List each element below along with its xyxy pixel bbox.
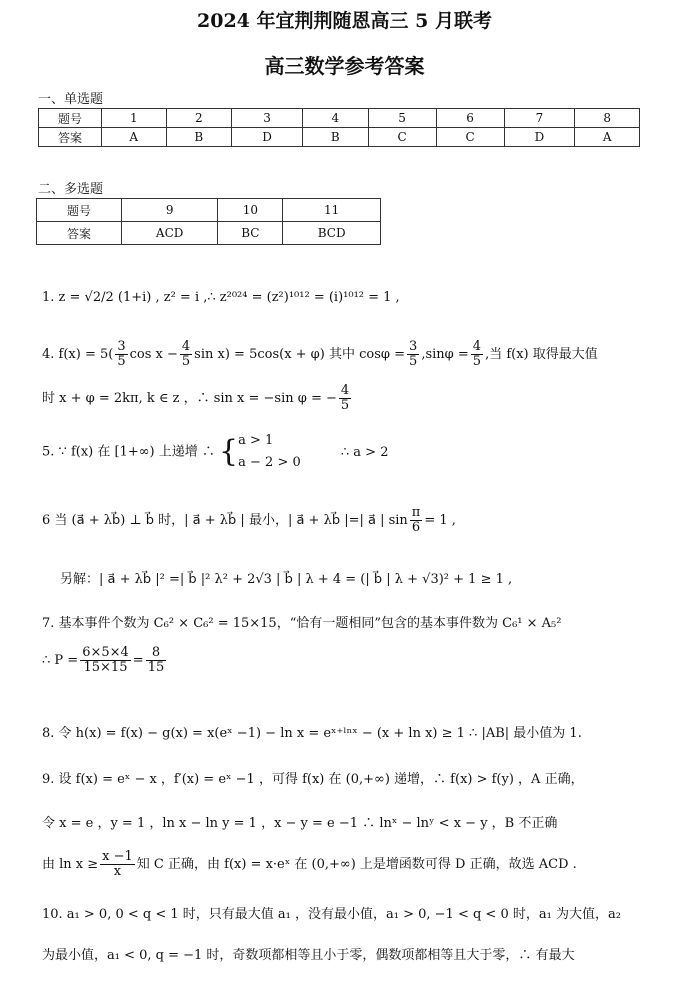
table-row	[39, 128, 640, 147]
fraction	[180, 340, 192, 369]
row-label: 答案	[39, 128, 102, 147]
text-segment: sin x) = 5cos(x + φ) 其中 cosφ =	[194, 347, 406, 362]
fraction-numerator: 6×5×4	[82, 645, 129, 660]
question-number: 1	[102, 109, 167, 128]
answer-cell: BC	[218, 222, 283, 245]
fraction-numerator: π	[411, 505, 421, 520]
answer-cell: B	[303, 128, 369, 147]
answer-key-title: 高三数学参考答案	[264, 54, 425, 78]
fraction	[339, 384, 351, 413]
text-segment: cos x −	[129, 347, 178, 362]
question-number: 11	[283, 199, 381, 222]
fraction	[80, 646, 131, 675]
text-segment: 5. ∵ f(x) 在 [1+∞) 上递增 ∴	[42, 444, 215, 460]
answer-cell: BCD	[283, 222, 381, 245]
fraction-denominator: 5	[117, 354, 126, 369]
question-number: 6	[436, 109, 504, 128]
fraction	[146, 646, 167, 675]
row-label: 题号	[37, 199, 122, 222]
multi-choice-answer-table	[36, 198, 381, 245]
table-row	[37, 222, 381, 245]
text-segment: = 1 ,	[424, 513, 456, 528]
answer-cell: C	[368, 128, 436, 147]
question-number: 4	[303, 109, 369, 128]
table-row	[37, 199, 381, 222]
answer-cell: D	[232, 128, 303, 147]
fraction-denominator: 5	[409, 354, 418, 369]
answer-cell: ACD	[122, 222, 218, 245]
solution-7-line-1: 7. 基本事件个数为 C₆² × C₆² = 15×15，“恰有一题相同”包含的基本事件数为 C₆¹ × A₅²	[42, 616, 562, 631]
fraction-denominator: 5	[472, 354, 482, 369]
answer-cell: B	[166, 128, 232, 147]
fraction-numerator: 4	[181, 339, 191, 354]
answer-cell: A	[575, 128, 640, 147]
fraction-denominator: x	[113, 864, 122, 879]
fraction-denominator: 15×15	[83, 660, 128, 675]
text-segment: 时 x + φ = 2kπ, k ∈ z ，∴ sin x = −sin φ = −	[42, 391, 337, 406]
case-system	[238, 430, 301, 474]
fraction-numerator: x −1	[102, 849, 133, 864]
solution-4-line-1	[42, 340, 598, 369]
solution-10-line-1: 10. a₁ > 0, 0 < q < 1 时，只有最大值 a₁ ，没有最小值，a₁ > 0, −1 < q < 0 时，a₁ 为大值，a₂	[42, 907, 621, 922]
fraction-numerator: 3	[409, 339, 418, 354]
solution-8: 8. 令 h(x) = f(x) − g(x) = x(eˣ −1) − ln x = eˣ⁺ˡⁿˣ − (x + ln x) ≥ 1 ∴ |AB| 最小值为 1.	[42, 726, 582, 741]
solution-10-line-2: 为最小值，a₁ < 0, q = −1 时，奇数项都相等且小于零，偶数项都相等且大于零，∴ 有最大	[42, 948, 575, 963]
case-condition: a > 1	[238, 433, 274, 448]
solution-9-line-2: 令 x = e ，y = 1 ，ln x − ln y = 1 ，x − y = e −1 ∴ lnˣ − lnʸ < x − y ，B 不正确	[42, 816, 558, 831]
solution-4-line-2	[42, 384, 353, 413]
text-segment: 知 C 正确，由 f(x) = x·eˣ 在 (0,+∞) 上是增函数可得 D 正确，故选 ACD .	[136, 857, 577, 872]
question-number: 7	[504, 109, 575, 128]
case-condition: a − 2 > 0	[238, 455, 301, 470]
fraction-denominator: 15	[147, 660, 165, 675]
solution-7-line-2	[42, 646, 168, 675]
fraction	[407, 340, 419, 369]
text-segment: ,sinφ =	[421, 347, 469, 362]
text-segment: ∴ a > 2	[340, 444, 389, 460]
single-choice-answer-table	[38, 108, 640, 147]
text-segment: 4. f(x) = 5(	[42, 347, 114, 362]
row-label: 题号	[39, 109, 102, 128]
fraction	[471, 340, 483, 369]
answer-cell: D	[504, 128, 575, 147]
solution-9-line-1: 9. 设 f(x) = eˣ − x ，f′(x) = eˣ −1 ，可得 f(x) 在 (0,+∞) 递增，∴ f(x) > f(y) ，A 正确，	[42, 772, 584, 787]
fraction-numerator: 4	[472, 339, 482, 354]
text-segment: 6 当 (a⃗ + λb⃗) ⊥ b⃗ 时，| a⃗ + λb⃗ | 最小，| a⃗ + λb⃗ |=| a⃗ | sin	[42, 513, 408, 528]
fraction-numerator: 8	[146, 646, 167, 661]
text-segment: ∴ P =	[42, 653, 79, 668]
solution-9-line-3	[42, 850, 577, 879]
fraction-numerator: 4	[340, 383, 350, 398]
fraction-denominator: 5	[340, 398, 350, 413]
text-segment: =	[132, 653, 144, 668]
question-number: 10	[218, 199, 283, 222]
solution-5	[42, 430, 388, 474]
fraction	[100, 850, 135, 879]
solution-6-alternative: 另解：| a⃗ + λb⃗ |² =| b⃗ |² λ² + 2√3 | b⃗ | λ + 4 = (| b⃗ | λ + √3)² + 1 ≥ 1 ,	[60, 572, 513, 587]
question-number: 2	[166, 109, 232, 128]
fraction-denominator: 5	[181, 354, 191, 369]
fraction	[115, 340, 127, 369]
question-number: 5	[368, 109, 436, 128]
single-choice-section-label: 一、单选题	[38, 92, 104, 107]
question-number: 3	[232, 109, 303, 128]
answer-cell: A	[102, 128, 167, 147]
question-number: 8	[575, 109, 640, 128]
question-number: 9	[122, 199, 218, 222]
answer-cell: C	[436, 128, 504, 147]
brace-icon: {	[219, 434, 239, 469]
text-segment: ,当 f(x) 取得最大值	[485, 347, 598, 362]
multi-choice-section-label: 二、多选题	[38, 182, 104, 197]
text-segment: 由 ln x ≥	[42, 857, 99, 872]
row-label: 答案	[37, 222, 122, 245]
solution-6	[42, 506, 456, 535]
fraction-numerator: 3	[117, 339, 126, 354]
exam-title: 2024 年宜荆荆随恩高三 5 月联考	[197, 10, 492, 32]
table-row	[39, 109, 640, 128]
fraction-denominator: 6	[411, 520, 421, 535]
solution-1: 1. z = √2/2 (1+i) , z² = i ,∴ z²⁰²⁴ = (z²)¹⁰¹² = (i)¹⁰¹² = 1 ,	[42, 290, 400, 305]
fraction	[410, 506, 423, 535]
